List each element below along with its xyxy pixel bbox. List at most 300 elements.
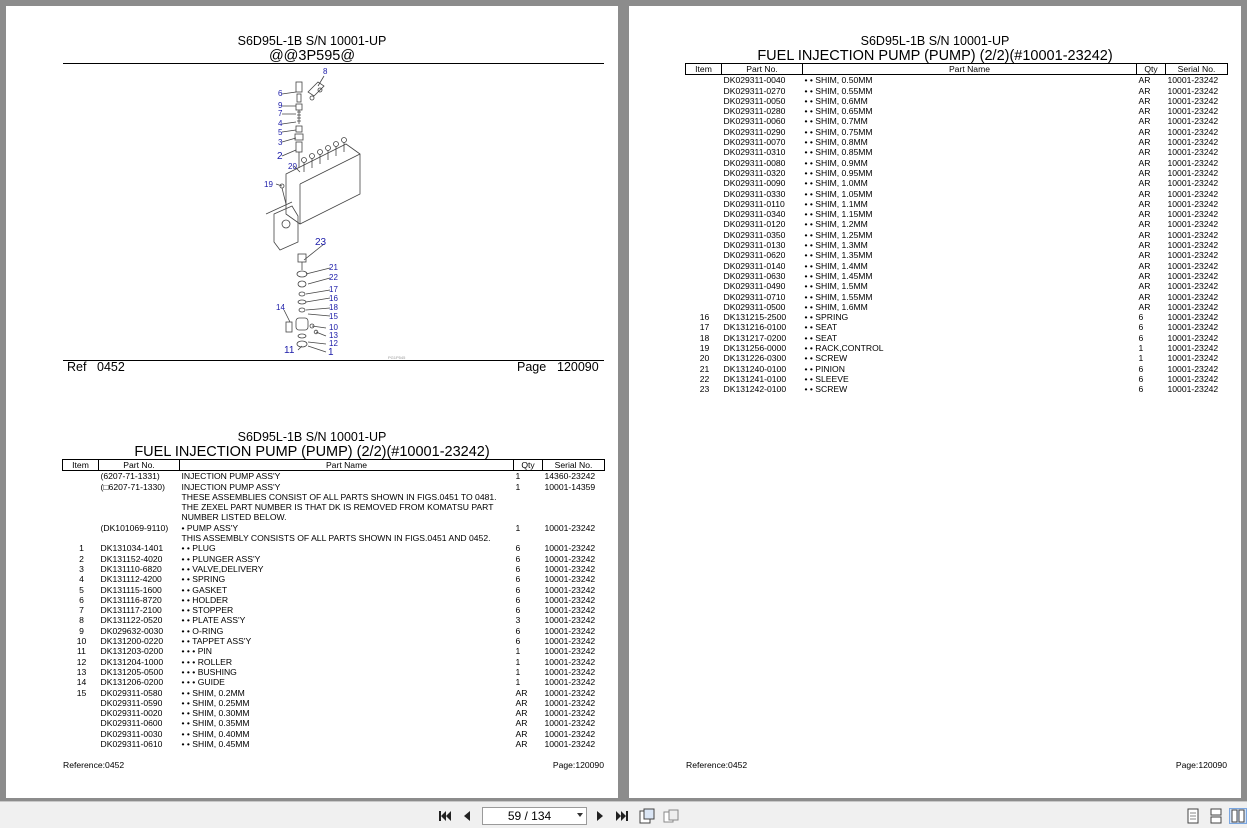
chevron-down-icon <box>577 813 583 817</box>
qty-cell: 6 <box>1138 384 1144 395</box>
svg-text:1: 1 <box>328 347 334 356</box>
table-row <box>63 688 605 698</box>
serial-number-cell: 10001-23242 <box>544 543 596 554</box>
table-row <box>686 219 1228 229</box>
part-name-cell: • • VALVE,DELIVERY <box>181 563 264 574</box>
table-row <box>686 178 1228 188</box>
table-row <box>686 374 1228 384</box>
table-row <box>686 168 1228 178</box>
qty-cell: 6 <box>1138 312 1144 323</box>
column-header-item: Item <box>686 64 722 75</box>
qty-cell: AR <box>1138 85 1151 96</box>
column-header-part-no: Part No. <box>722 64 803 75</box>
qty-cell: AR <box>1138 209 1151 220</box>
page-indicator: 59 / 134 <box>507 809 552 823</box>
serial-number-cell: 10001-23242 <box>1167 250 1219 261</box>
part-name-cell: • • SHIM, 1.5MM <box>804 281 868 292</box>
footer-reference: Reference:0452 <box>686 760 748 770</box>
part-number-cell: DK131215-2500 <box>723 312 787 323</box>
table-row <box>63 636 605 646</box>
column-header-serial-no: Serial No. <box>1166 64 1228 75</box>
part-number-cell: DK131256-0000 <box>723 343 787 354</box>
column-header-part-name: Part Name <box>180 460 514 471</box>
table-row <box>686 281 1228 291</box>
table-row <box>686 271 1228 281</box>
svg-text:13: 13 <box>329 331 338 340</box>
item-cell: 20 <box>699 353 710 364</box>
part-name-cell: • • SHIM, 1.25MM <box>804 229 873 240</box>
part-number-cell: DK029311-0350 <box>723 229 786 240</box>
part-number-cell: DK131216-0100 <box>723 322 787 333</box>
two-page-icon[interactable] <box>1229 808 1247 824</box>
qty-cell: 1 <box>515 677 521 688</box>
table-row <box>63 554 605 564</box>
part-name-cell: • • SHIM, 0.35MM <box>181 718 250 729</box>
part-number-cell: DK029311-0120 <box>723 219 786 230</box>
part-name-cell: • • SHIM, 0.2MM <box>181 687 245 698</box>
item-cell: 12 <box>76 656 87 667</box>
part-name-cell: • • SHIM, 1.6MM <box>804 301 868 312</box>
qty-cell: 1 <box>515 481 521 492</box>
item-cell: 8 <box>79 615 84 626</box>
svg-text:6: 6 <box>278 89 283 98</box>
table-row <box>686 127 1228 137</box>
item-cell <box>686 209 722 219</box>
item-cell: 15 <box>76 687 87 698</box>
column-header-qty: Qty <box>1137 64 1166 75</box>
next-page-icon[interactable] <box>592 808 608 824</box>
table-row <box>63 646 605 656</box>
qty-cell: AR <box>515 697 528 708</box>
part-number-cell: DK131205-0500 <box>100 666 164 677</box>
item-cell <box>686 137 722 147</box>
table-header-row <box>686 64 1228 75</box>
svg-text:5: 5 <box>278 128 283 137</box>
serial-number-cell: 10001-23242 <box>544 522 596 533</box>
svg-text:14: 14 <box>276 303 285 312</box>
item-cell <box>686 158 722 168</box>
qty-cell: 1 <box>515 666 521 677</box>
serial-number-cell: 10001-23242 <box>1167 116 1219 127</box>
qty-cell: AR <box>1138 291 1151 302</box>
item-cell: 10 <box>76 636 87 647</box>
item-cell <box>686 302 722 312</box>
part-name-cell: • • SHIM, 1.55MM <box>804 291 873 302</box>
part-name-cell: • • SHIM, 0.75MM <box>804 126 873 137</box>
part-number-cell <box>99 502 180 523</box>
part-number-cell: DK131152-4020 <box>100 553 163 564</box>
item-cell <box>63 533 99 543</box>
serial-number-cell: 10001-23242 <box>1167 312 1219 323</box>
qty-cell: AR <box>1138 137 1151 148</box>
part-number-cell: DK029311-0280 <box>723 106 786 117</box>
serial-number-cell <box>543 533 605 543</box>
exploded-parts-diagram <box>246 64 376 356</box>
item-cell <box>686 75 722 86</box>
item-cell <box>63 739 99 749</box>
right-page <box>629 6 1241 798</box>
fit-page-icon[interactable] <box>639 808 655 824</box>
part-name-cell: THESE ASSEMBLIES CONSIST OF ALL PARTS SHOWN IN FIGS.0451 TO 0481. <box>181 491 497 502</box>
parts-table-left <box>62 459 605 749</box>
svg-text:11: 11 <box>284 345 295 356</box>
part-number-cell: DK029311-0110 <box>723 198 785 209</box>
serial-number-cell: 10001-23242 <box>544 739 596 750</box>
part-number-cell <box>99 492 180 502</box>
part-number-cell: DK131122-0520 <box>100 615 163 626</box>
table-row <box>686 261 1228 271</box>
note-row <box>63 533 605 543</box>
part-name-cell: • • SPRING <box>804 312 849 323</box>
part-number-cell: DK029311-0020 <box>100 708 163 719</box>
part-number-cell: DK029632-0030 <box>100 625 164 636</box>
part-number-cell: DK029311-0140 <box>723 260 786 271</box>
item-cell <box>63 523 99 533</box>
part-number-cell: DK029311-0490 <box>723 281 786 292</box>
part-number-cell: DK029311-0080 <box>723 157 786 168</box>
part-number-cell: DK029311-0050 <box>723 95 786 106</box>
table-row <box>686 137 1228 147</box>
serial-number-cell: 10001-23242 <box>1167 240 1219 251</box>
part-name-cell: • • TAPPET ASS'Y <box>181 636 252 647</box>
item-cell: 19 <box>699 343 710 354</box>
serial-number-cell: 10001-23242 <box>544 708 596 719</box>
item-cell <box>63 698 99 708</box>
qty-cell: AR <box>1138 157 1151 168</box>
qty-cell: AR <box>515 687 528 698</box>
part-number-cell: DK131115-1600 <box>100 584 162 595</box>
item-cell: 2 <box>79 553 84 564</box>
item-cell: 11 <box>77 646 86 657</box>
table-row <box>686 384 1228 394</box>
item-cell: 4 <box>79 574 84 585</box>
table-row <box>63 667 605 677</box>
part-name-cell: • • SEAT <box>804 322 838 333</box>
item-cell: 17 <box>699 322 710 333</box>
item-cell: 16 <box>699 312 710 323</box>
part-name-cell: • • HOLDER <box>181 594 229 605</box>
qty-cell: 1 <box>1138 353 1144 364</box>
item-cell <box>686 219 722 229</box>
serial-number-cell: 10001-23242 <box>544 594 596 605</box>
part-name-cell: • • • BUSHING <box>181 666 237 677</box>
item-cell <box>686 261 722 271</box>
table-row <box>63 718 605 728</box>
part-number-cell: DK131241-0100 <box>723 373 787 384</box>
serial-number-cell: 10001-23242 <box>1167 219 1219 230</box>
qty-cell: 1 <box>1138 343 1144 354</box>
serial-number-cell <box>543 492 605 502</box>
serial-number-cell: 10001-23242 <box>544 625 596 636</box>
serial-number-cell: 10001-23242 <box>1167 126 1219 137</box>
item-cell <box>686 281 722 291</box>
serial-number-cell: 10001-23242 <box>544 687 596 698</box>
table-row <box>686 353 1228 363</box>
table-row <box>63 708 605 718</box>
part-number-cell: DK131206-0200 <box>100 677 164 688</box>
column-header-serial-no: Serial No. <box>543 460 605 471</box>
serial-number-cell: 10001-23242 <box>1167 178 1219 189</box>
qty-cell: AR <box>515 718 528 729</box>
part-number-cell: DK131117-2100 <box>100 605 162 616</box>
part-number-cell: DK029311-0090 <box>723 178 786 189</box>
table-row <box>686 322 1228 332</box>
svg-text:21: 21 <box>329 263 338 272</box>
qty-cell: AR <box>1138 198 1151 209</box>
table-header-row <box>63 460 605 471</box>
item-cell <box>686 292 722 302</box>
figure-code: PG1P545 <box>388 355 406 360</box>
part-name-cell: • • PLUNGER ASS'Y <box>181 553 261 564</box>
part-name-cell: • • SHIM, 0.55MM <box>804 85 873 96</box>
svg-text:4: 4 <box>278 119 283 128</box>
serial-number-cell: 10001-23242 <box>1167 209 1219 220</box>
qty-cell: AR <box>1138 167 1151 178</box>
ref-value: 0452 <box>97 360 125 374</box>
part-number-cell: DK029311-0330 <box>723 188 786 199</box>
svg-text:8: 8 <box>323 67 328 76</box>
part-name-cell: • • SHIM, 1.0MM <box>804 178 868 189</box>
last-page-icon[interactable] <box>614 808 630 824</box>
part-name-cell: • • SPRING <box>181 574 226 585</box>
serial-number-cell: 10001-23242 <box>544 728 596 739</box>
serial-number-cell: 10001-23242 <box>544 677 596 688</box>
svg-text:20: 20 <box>288 162 297 171</box>
table-row <box>686 209 1228 219</box>
part-number-cell: DK029311-0270 <box>723 85 786 96</box>
part-name-cell: • • SHIM, 0.30MM <box>181 708 250 719</box>
table-row <box>63 595 605 605</box>
table-row <box>63 626 605 636</box>
serial-number-cell: 10001-23242 <box>1167 343 1219 354</box>
serial-number-cell: 10001-23242 <box>1167 363 1219 374</box>
serial-number-cell: 10001-23242 <box>1167 167 1219 178</box>
part-name-cell: • • • PIN <box>181 646 213 657</box>
part-name-cell: • • PLATE ASS'Y <box>181 615 246 626</box>
table-row <box>686 199 1228 209</box>
serial-number-cell: 10001-23242 <box>544 605 596 616</box>
item-cell <box>686 250 722 260</box>
qty-cell: AR <box>515 728 528 739</box>
serial-number-cell: 10001-23242 <box>1167 270 1219 281</box>
part-name-cell: • • SHIM, 1.15MM <box>804 209 873 220</box>
svg-text:3: 3 <box>278 138 283 147</box>
table-row <box>686 230 1228 240</box>
part-number-cell: DK029311-0610 <box>100 739 163 750</box>
part-name-cell: • • • ROLLER <box>181 656 233 667</box>
svg-text:12: 12 <box>329 339 338 348</box>
part-number-cell: DK131240-0100 <box>723 363 787 374</box>
page-number-select[interactable] <box>482 807 587 825</box>
qty-cell: AR <box>1138 188 1151 199</box>
left-page <box>6 6 618 798</box>
item-cell: 21 <box>699 363 710 374</box>
qty-cell: AR <box>1138 219 1151 230</box>
qty-cell: AR <box>1138 281 1151 292</box>
part-name-cell: • • SHIM, 0.95MM <box>804 167 873 178</box>
part-number-cell: DK131200-0220 <box>100 636 164 647</box>
item-cell: 1 <box>79 543 84 554</box>
serial-number-cell <box>543 502 605 523</box>
part-number-cell: DK029311-0710 <box>723 291 786 302</box>
item-cell <box>686 178 722 188</box>
qty-cell: AR <box>1138 126 1151 137</box>
qty-cell: AR <box>1138 301 1151 312</box>
part-name-cell: • • GASKET <box>181 584 228 595</box>
page-label: Page <box>517 360 547 374</box>
list-title: FUEL INJECTION PUMP (PUMP) (2/2)(#10001-23242) <box>757 48 1113 64</box>
item-cell <box>686 147 722 157</box>
svg-text:7: 7 <box>278 109 283 118</box>
table-row <box>63 657 605 667</box>
item-cell <box>686 199 722 209</box>
item-cell <box>686 96 722 106</box>
qty-cell: 6 <box>1138 332 1144 343</box>
serial-number-cell: 10001-23242 <box>544 584 596 595</box>
serial-number-cell: 10001-23242 <box>544 615 596 626</box>
part-number-cell: (6207-71-1331) <box>100 471 160 482</box>
part-name-cell: • • PINION <box>804 363 845 374</box>
part-number-cell: DK131217-0200 <box>723 332 787 343</box>
part-name-cell: • • SHIM, 1.2MM <box>804 219 868 230</box>
continuous-page-icon[interactable] <box>1208 808 1224 824</box>
qty-cell: AR <box>1138 106 1151 117</box>
qty-cell: AR <box>1138 95 1151 106</box>
item-cell <box>686 230 722 240</box>
part-name-cell: • • PLUG <box>181 543 216 554</box>
serial-number-cell: 10001-23242 <box>1167 260 1219 271</box>
serial-number-cell: 10001-23242 <box>1167 106 1219 117</box>
serial-number-cell: 10001-23242 <box>544 666 596 677</box>
qty-cell: AR <box>1138 270 1151 281</box>
qty-cell: 6 <box>1138 363 1144 374</box>
serial-number-cell: 10001-23242 <box>1167 301 1219 312</box>
qty-cell: 6 <box>515 605 521 616</box>
svg-text:15: 15 <box>329 312 338 321</box>
table-row <box>686 116 1228 126</box>
qty-cell <box>514 502 543 523</box>
prev-page-icon[interactable] <box>459 808 475 824</box>
qty-cell: 6 <box>1138 373 1144 384</box>
table-row <box>686 96 1228 106</box>
qty-cell: 1 <box>515 522 521 533</box>
item-cell: 9 <box>79 625 84 636</box>
item-cell <box>63 708 99 718</box>
part-number-cell: DK029311-0310 <box>723 147 786 158</box>
column-header-part-name: Part Name <box>803 64 1137 75</box>
part-number-cell: DK029311-0040 <box>723 75 786 86</box>
item-cell: 22 <box>699 373 710 384</box>
qty-cell: 6 <box>515 594 521 605</box>
svg-text:17: 17 <box>329 285 338 294</box>
part-name-cell: • • STOPPER <box>181 605 234 616</box>
footer-page: Page:120090 <box>552 760 604 770</box>
table-row <box>63 729 605 739</box>
part-name-cell: • • SHIM, 0.50MM <box>804 75 873 86</box>
first-page-icon[interactable] <box>437 808 453 824</box>
item-cell: 6 <box>79 594 84 605</box>
qty-cell: 6 <box>515 636 521 647</box>
table-row <box>686 106 1228 116</box>
part-name-cell: THE ZEXEL PART NUMBER IS THAT DK IS REMOVED FROM KOMATSU PART NUMBER LISTED BELOW. <box>181 502 494 523</box>
serial-number-cell: 10001-23242 <box>544 697 596 708</box>
serial-number-cell: 10001-23242 <box>1167 281 1219 292</box>
part-name-cell: • • SHIM, 0.40MM <box>181 728 250 739</box>
part-name-cell: • • SHIM, 0.6MM <box>804 95 868 106</box>
part-number-cell: DK029311-0590 <box>100 697 163 708</box>
table-row <box>686 343 1228 353</box>
item-cell: 23 <box>699 384 710 395</box>
qty-cell: AR <box>515 739 528 750</box>
table-row <box>686 158 1228 168</box>
table-row <box>686 147 1228 157</box>
item-cell <box>63 718 99 728</box>
item-cell <box>686 106 722 116</box>
table-row <box>686 240 1228 250</box>
qty-cell: AR <box>1138 116 1151 127</box>
serial-number-cell: 10001-23242 <box>544 656 596 667</box>
fit-width-icon[interactable] <box>663 808 679 824</box>
table-row <box>686 312 1228 322</box>
qty-cell: 1 <box>515 646 521 657</box>
part-name-cell: • • SLEEVE <box>804 373 849 384</box>
table-row <box>63 677 605 687</box>
part-number-cell: (□6207-71-1330) <box>100 481 165 492</box>
qty-cell: 6 <box>1138 322 1144 333</box>
item-cell <box>686 168 722 178</box>
table-row <box>63 615 605 625</box>
part-name-cell: • • SHIM, 1.05MM <box>804 188 873 199</box>
serial-number-cell: 10001-23242 <box>1167 188 1219 199</box>
table-row <box>686 75 1228 86</box>
part-name-cell: • • SHIM, 1.3MM <box>804 240 868 251</box>
serial-number-cell: 10001-23242 <box>544 574 596 585</box>
part-name-cell: • • SEAT <box>804 332 838 343</box>
part-name-cell: • • SCREW <box>804 384 848 395</box>
qty-cell: AR <box>1138 240 1151 251</box>
item-cell <box>63 502 99 523</box>
table-row <box>63 564 605 574</box>
serial-number-cell: 10001-14359 <box>544 481 596 492</box>
serial-number-cell: 10001-23242 <box>1167 332 1219 343</box>
qty-cell: 3 <box>515 615 521 626</box>
single-page-icon[interactable] <box>1185 808 1201 824</box>
serial-number-cell: 10001-23242 <box>544 646 596 657</box>
part-number-cell: DK029311-0060 <box>723 116 786 127</box>
qty-cell: 1 <box>515 656 521 667</box>
column-header-part-no: Part No. <box>99 460 180 471</box>
part-name-cell: INJECTION PUMP ASS'Y <box>181 481 281 492</box>
serial-number-cell: 10001-23242 <box>1167 322 1219 333</box>
footer-page: Page:120090 <box>1175 760 1227 770</box>
figure-model-heading: S6D95L-1B S/N 10001-UP <box>237 34 387 48</box>
part-number-cell <box>99 533 180 543</box>
serial-number-cell: 10001-23242 <box>1167 373 1219 384</box>
part-name-cell: INJECTION PUMP ASS'Y <box>181 471 281 482</box>
qty-cell: AR <box>1138 75 1151 86</box>
qty-cell: AR <box>1138 178 1151 189</box>
part-name-cell: • • O-RING <box>181 625 224 636</box>
table-row <box>63 471 605 482</box>
table-row <box>686 86 1228 96</box>
part-number-cell: DK029311-0620 <box>723 250 786 261</box>
serial-number-cell: 10001-23242 <box>1167 384 1219 395</box>
note-row <box>63 502 605 523</box>
qty-cell: AR <box>1138 260 1151 271</box>
serial-number-cell: 10001-23242 <box>1167 85 1219 96</box>
svg-text:18: 18 <box>329 303 338 312</box>
part-number-cell: DK131112-4200 <box>100 574 162 585</box>
